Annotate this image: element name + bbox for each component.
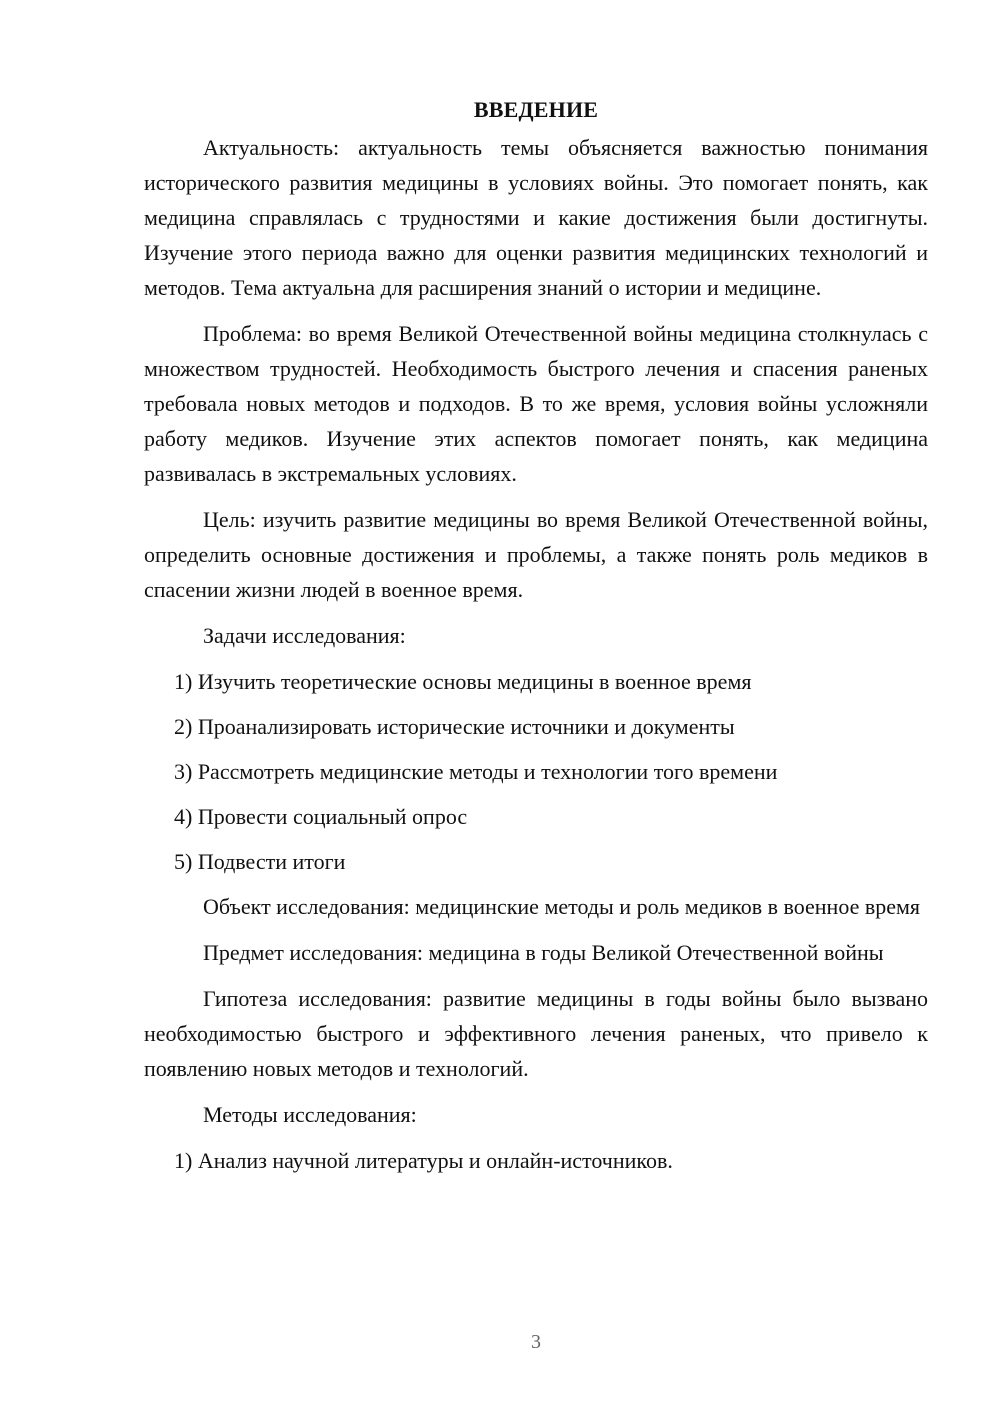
task-item-2: 2) Проанализировать исторические источники и документы	[174, 714, 735, 739]
problem-paragraph: Проблема: во время Великой Отечественной войны медицина столкнулась с множеством трудностей. Необходимость быстрого лечения и спасения раненых требовала новых методов и подходов. В то же время, условия войны усложняли работу медиков. Изучение этих аспектов помогает понять, как медицина развивалась в экстремальных условиях.	[144, 321, 928, 486]
task-item-3: 3) Рассмотреть медицинские методы и технологии того времени	[174, 759, 778, 784]
object-paragraph: Объект исследования: медицинские методы и роль медиков в военное время	[203, 894, 921, 919]
page-title: ВВЕДЕНИЕ	[473, 97, 599, 122]
task-item-1: 1) Изучить теоретические основы медицины в военное время	[174, 669, 752, 694]
method-item-1: 1) Анализ научной литературы и онлайн-источников.	[174, 1148, 673, 1173]
tasks-list	[144, 664, 928, 879]
relevance-paragraph: Актуальность: актуальность темы объясняется важностью понимания исторического развития медицины в условиях войны. Это помогает понять, как медицина справлялась с трудностями и какие достижения были достигнуты. Изучение этого периода важно для оценки развития медицинских технологий и методов. Тема актуальна для расширения знаний о истории и медицине.	[144, 135, 928, 300]
goal-paragraph: Цель: изучить развитие медицины во время Великой Отечественной войны, определить основные достижения и проблемы, а также понять роль медиков в спасении жизни людей в военное время.	[144, 507, 928, 602]
subject-paragraph: Предмет исследования: медицина в годы Великой Отечественной войны	[203, 940, 884, 965]
task-item-5: 5) Подвести итоги	[174, 849, 346, 874]
hypothesis-paragraph: Гипотеза исследования: развитие медицины в годы войны было вызвано необходимостью быстрого и эффективного лечения раненых, что привело к появлению новых методов и технологий.	[144, 986, 928, 1081]
tasks-heading: Задачи исследования:	[203, 623, 406, 648]
document-body	[144, 94, 928, 1188]
task-item-4: 4) Провести социальный опрос	[174, 804, 468, 829]
page-number: 3	[531, 1331, 541, 1353]
methods-list	[144, 1143, 928, 1178]
methods-heading: Методы исследования:	[203, 1102, 417, 1127]
